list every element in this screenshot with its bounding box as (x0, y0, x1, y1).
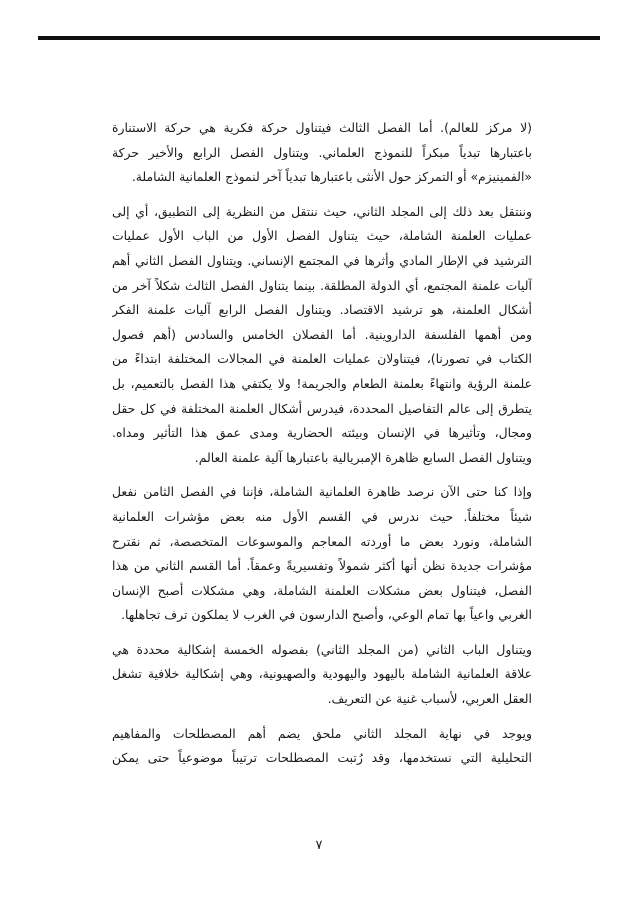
text-line: ويتناول الباب الثاني (من المجلد الثاني) بفصوله الخمسة إشكالية محددة هي (112, 641, 532, 657)
text-line: مؤشرات جديدة نظن أنها أكثر شمولاً وتفسيريةً وعمقاً. أما القسم الثاني من هذا (112, 558, 532, 574)
text-line: الترشيد في الإطار المادي وأثرها في المجتمع الإنساني. ويتناول الفصل الثاني أهم (112, 252, 532, 268)
text-line: ومن أهمها الفلسفة الداروينية. أما الفصلان الخامس والسادس (أهم فصول (112, 326, 532, 342)
paragraph-1 (112, 116, 532, 190)
text-line: «الفمينيزم» أو التمركز حول الأنثى باعتبارها تبدياً آخر لنموذج العلمانية الشاملة. (131, 169, 532, 185)
header-rule (38, 36, 600, 40)
paragraph-3 (112, 480, 532, 628)
text-line: علمنة الرؤية وانتهاءً بعلمنة الطعام والجريمة! ولا يكتفي هذا الفصل بالتعميم، بل (112, 375, 532, 391)
text-line: الشاملة، ونورد بعض ما أوردته المعاجم والموسوعات المتخصصة، ثم نقترح (112, 533, 532, 549)
text-line: وإذا كنا حتى الآن نرصد ظاهرة العلمانية الشاملة، فإننا في الفصل الثامن نفعل (112, 484, 532, 500)
text-line: عمليات العلمنة الشاملة، حيث يتناول الفصل الأول من الباب الأول عمليات (112, 228, 532, 244)
page-number: ٧ (315, 838, 323, 853)
text-line: آليات علمنة المجتمع، أي الدولة المطلقة. بينما يتناول الفصل الثالث شكلاً آخر من (112, 277, 532, 293)
text-line: ويوجد في نهاية المجلد الثاني ملحق يضم أهم المصطلحات والمفاهيم (112, 725, 532, 741)
text-line: علاقة العلمانية الشاملة باليهود واليهودية والصهيونية، وهي إشكالية خلافية تشغل (112, 666, 532, 682)
page-body (112, 116, 532, 781)
paragraph-5 (112, 722, 532, 771)
text-line: الفصل، فيتناول بعض مشكلات العلمنة الشاملة، وهي مشكلات أصبح الإنسان (112, 582, 532, 598)
text-line: شيئاً مختلفاً. حيث ندرس في القسم الأول منه بعض مؤشرات العلمانية (112, 508, 532, 524)
text-line: ويتناول الفصل السابع ظاهرة الإمبريالية باعتبارها آلية علمنة العالم. (194, 449, 532, 465)
text-line: (لا مركز للعالم). أما الفصل الثالث فيتناول حركة فكرية هي حركة الاستنارة (112, 120, 532, 135)
paragraph-4 (112, 638, 532, 712)
text-line: العقل العربي، لأسباب غنية عن التعريف. (327, 691, 532, 707)
text-line: التحليلية التي نستخدمها، وقد رُتبت المصطلحات ترتيباً موضوعياً حتى يمكن (112, 750, 532, 766)
text-line: الكتاب في تصورنا)، فيتناولان عمليات العلمنة في المجالات المختلفة ابتداءً من (112, 351, 532, 367)
paragraph-2 (112, 200, 532, 471)
text-line: باعتبارها تبدياً مبكراً للنموذج العلماني. ويتناول الفصل الرابع والأخير حركة (112, 144, 532, 160)
text-line: أشكال العلمنة، هو ترشيد الاقتصاد. ويتناول الفصل الرابع آليات علمنة الفكر (112, 302, 532, 318)
text-line: يتطرق إلى عالم التفاصيل المحددة، فيدرس أشكال العلمنة المختلفة في كل حقل (112, 400, 532, 416)
text-line: وننتقل بعد ذلك إلى المجلد الثاني، حيث ننتقل من النظرية إلى التطبيق، أي إلى (112, 203, 532, 219)
text-line: ومجال، وتأثيرها في الإنسان وبيئته الحضارية ومدى عمق هذا التأثير ومداه. (112, 425, 532, 441)
text-line: الغربي واعياً بها تمام الوعي، وأصبح الدارسون في الغرب لا يملكون ترف تجاهلها. (121, 607, 532, 623)
